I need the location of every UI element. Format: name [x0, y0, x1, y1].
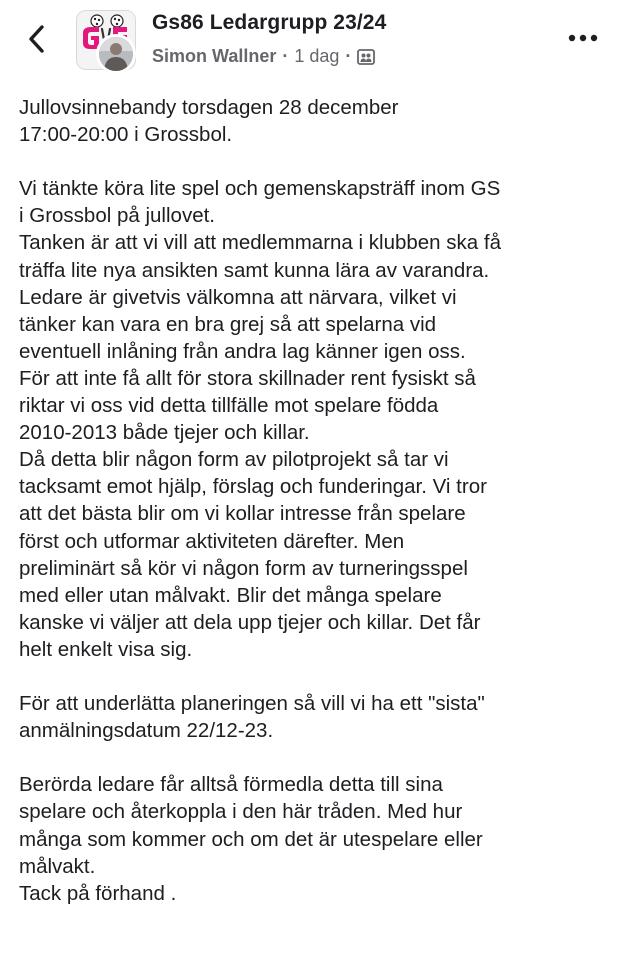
post-text-line: 2010-2013 både tjejer och killar.	[19, 421, 310, 445]
post-text-line: preliminärt så kör vi någon form av turneringsspel	[19, 556, 468, 580]
post-text-line: Tanken är att vi vill att medlemmarna i klubben ska få	[19, 231, 501, 255]
post-text-line: För att underlätta planeringen så vill vi ha ett "sista"	[19, 692, 485, 716]
meta-separator: ·	[282, 46, 289, 66]
post-meta	[152, 46, 375, 67]
paragraph-spacer	[19, 663, 609, 690]
post-text-line: Vi tänkte köra lite spel och gemenskapsträff inom GS	[19, 177, 501, 201]
back-button[interactable]	[22, 22, 52, 56]
meta-separator: ·	[345, 46, 352, 66]
post-header	[0, 0, 620, 82]
post-text-line: 17:00-20:00 i Grossbol.	[19, 123, 233, 147]
group-members-icon	[357, 49, 375, 65]
post-text-line: spelare och återkoppla i den här tråden. Med hur	[19, 800, 463, 824]
person-photo-icon	[99, 37, 133, 71]
post-text-line: att det bästa blir om vi kollar intresse från spelare	[19, 502, 466, 526]
post-text-line: riktar vi oss vid detta tillfälle mot spelare födda	[19, 394, 439, 418]
post-time[interactable]: 1 dag	[294, 46, 340, 66]
post-text-line: målvakt.	[19, 854, 96, 878]
post-text-line: med eller utan målvakt. Blir det många spelare	[19, 583, 442, 607]
post-text-line: träffa lite nya ansikten samt kunna lära av varandra.	[19, 258, 490, 282]
post-text-line: tänker kan vara en bra grej så att spelarna vid	[19, 312, 437, 336]
post-text-line: Då detta blir någon form av pilotprojekt så tar vi	[19, 448, 449, 472]
post-text	[19, 94, 609, 907]
group-title[interactable]: Gs86 Ledargrupp 23/24	[152, 11, 387, 34]
author-name[interactable]: Simon Wallner	[152, 46, 277, 66]
user-avatar[interactable]	[96, 34, 136, 74]
more-options-button[interactable]	[565, 28, 601, 48]
paragraph-spacer	[19, 744, 609, 771]
post-text-line: tacksamt emot hjälp, förslag och funderingar. Vi tror	[19, 475, 487, 499]
post-text-line: eventuell inlåning från andra lag känner igen oss.	[19, 339, 466, 363]
post-text-line: Ledare är givetvis välkomna att närvara, vilket vi	[19, 285, 457, 309]
post-text-line: helt enkelt visa sig.	[19, 637, 193, 661]
post-text-line: i Grossbol på jullovet.	[19, 204, 215, 228]
avatar-stack[interactable]	[76, 10, 138, 74]
chevron-left-icon	[28, 24, 46, 54]
post-text-line: anmälningsdatum 22/12-23.	[19, 719, 274, 743]
post-text-line: Jullovsinnebandy torsdagen 28 december	[19, 96, 399, 119]
post-text-line: Tack på förhand .	[19, 881, 177, 905]
paragraph-spacer	[19, 148, 609, 175]
post-text-line: kanske vi väljer att dela upp tjejer och killar. Det får	[19, 610, 481, 634]
post-text-line: många som kommer och om det är utespelare eller	[19, 827, 483, 851]
post-text-line: För att inte få allt för stora skillnader rent fysiskt så	[19, 366, 476, 390]
post-text-line: först och utformar aktiviteten därefter. Men	[19, 529, 405, 553]
post-text-line: Berörda ledare får alltså förmedla detta till sina	[19, 773, 443, 797]
more-horizontal-icon	[568, 34, 598, 42]
